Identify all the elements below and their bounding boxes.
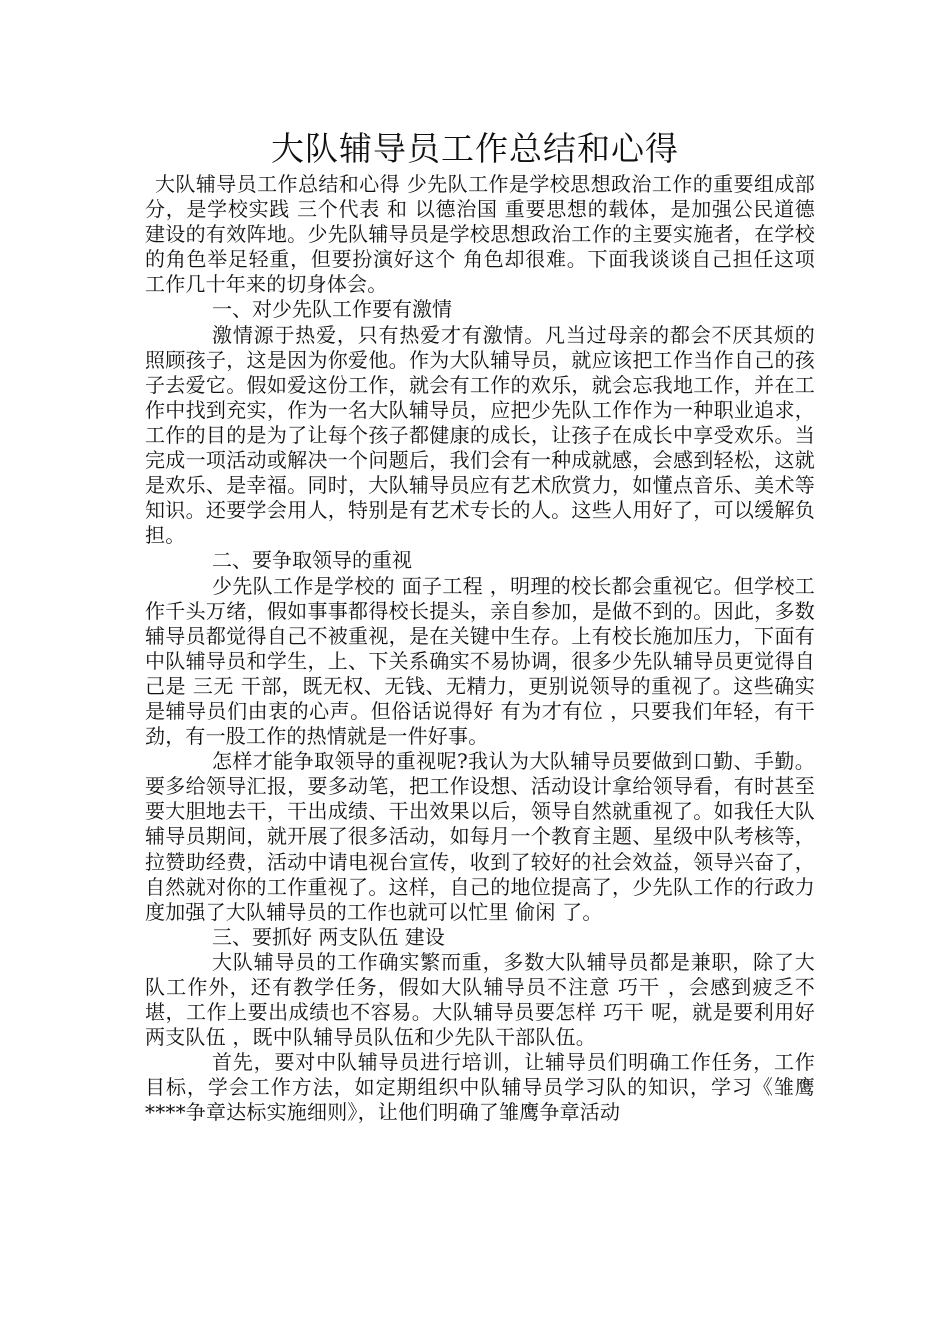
section-heading-2: 二、要争取领导的重视	[212, 548, 412, 573]
body-paragraph: 怎样才能争取领导的重视呢?我认为大队辅导员要做到口勤、手勤。要多给领导汇报，要多动笔，把工作设想、活动设计拿给领导看，有时甚至要大胆地去干，干出成绩、干出效果以后，领导自然就重视了。如我任大队辅导员期间，就开展了很多活动，如每月一个教育主题、星级中队考核等，拉赞助经费，活动中请电视台宣传，收到了较好的社会效益，领导兴奋了，自然就对你的工作重视了。这样，自己的地位提高了，少先队工作的行政力度加强了大队辅导员的工作也就可以忙里 偷闲 了。	[145, 749, 815, 924]
document-body	[145, 172, 815, 1126]
intro-paragraph: 大队辅导员工作总结和心得 少先队工作是学校思想政治工作的重要组成部分，是学校实践 三个代表 和 以德治国 重要思想的载体，是加强公民道德建设的有效阵地。少先队辅导员是学校思想政治工作的主要实施者，在学校的角色举足轻重，但要扮演好这个 角色却很难。下面我谈谈自己担任这项工作几十年来的切身体会。	[145, 172, 815, 297]
document-title: 大队辅导员工作总结和心得	[271, 129, 679, 168]
body-paragraph: 少先队工作是学校的 面子工程 ，明理的校长都会重视它。但学校工作千头万绪，假如事事都得校长提头，亲自参加，是做不到的。因此，多数辅导员都觉得自己不被重视，是在关键中生存。上有校长施加压力，下面有中队辅导员和学生，上、下关系确实不易协调，很多少先队辅导员更觉得自己是 三无 干部，既无权、无钱、无精力，更别说领导的重视了。这些确实是辅导员们由衷的心声。但俗话说得好 有为才有位 ，只要我们年轻，有干劲，有一股工作的热情就是一件好事。	[145, 573, 815, 749]
body-paragraph: 激情源于热爱，只有热爱才有激情。凡当过母亲的都会不厌其烦的照顾孩子，这是因为你爱他。作为大队辅导员，就应该把工作当作自己的孩子去爱它。假如爱这份工作，就会有工作的欢乐，就会忘我地工作，并在工作中找到充实，作为一名大队辅导员，应把少先队工作作为一种职业追求，工作的目的是为了让每个孩子都健康的成长，让孩子在成长中享受欢乐。当完成一项活动或解决一个问题后，我们会有一种成就感，会感到轻松，这就是欢乐、是幸福。同时，大队辅导员应有艺术欣赏力，如懂点音乐、美术等知识。还要学会用人，特别是有艺术专长的人。这些人用好了，可以缓解负担。	[145, 322, 815, 548]
body-paragraph: 首先，要对中队辅导员进行培训，让辅导员们明确工作任务，工作目标，学会工作方法，如定期组织中队辅导员学习队的知识，学习《雏鹰****争章达标实施细则》，让他们明确了雏鹰争章活动	[145, 1050, 815, 1125]
body-paragraph: 大队辅导员的工作确实繁而重，多数大队辅导员都是兼职，除了大队工作外，还有教学任务，假如大队辅导员不注意 巧干 ，会感到疲乏不堪，工作上要出成绩也不容易。大队辅导员要怎样 巧干 呢，就是要利用好 两支队伍 ，既中队辅导员队伍和少先队干部队伍。	[145, 949, 815, 1050]
section-heading-1: 一、对少先队工作要有激情	[212, 297, 452, 322]
section-heading-3: 三、要抓好 两支队伍 建设	[212, 924, 445, 949]
